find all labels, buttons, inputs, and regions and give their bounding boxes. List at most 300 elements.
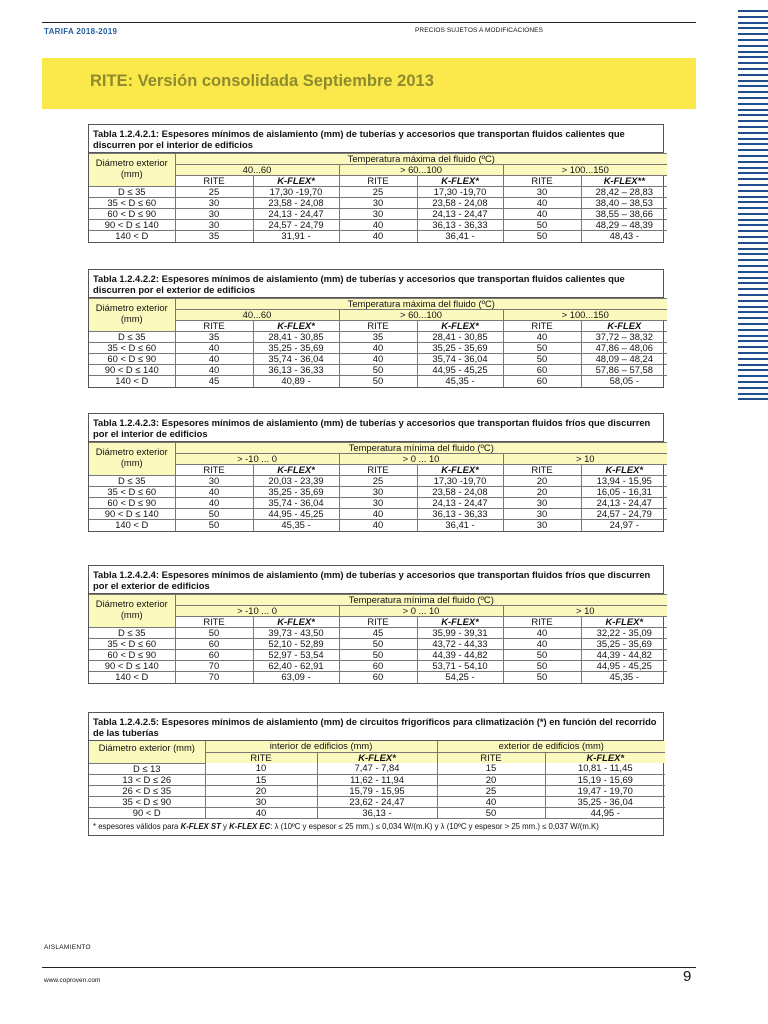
cell-value: 48,43 - [581,231,667,242]
stripe [738,207,768,209]
cell-value: 62,40 - 62,91 [253,661,339,672]
cell-value: 24,57 - 24,79 [581,509,667,520]
cell-value: 30 [503,498,581,509]
table-2 [88,269,664,388]
cell-value: 40 [175,498,253,509]
table-row [89,343,667,354]
range-header: > 0 ... 10 [339,454,503,465]
cell-value: 60 [339,672,417,683]
stripe [738,120,768,122]
table-4 [88,565,664,684]
stripe [738,114,768,116]
stripe [738,68,768,70]
stripe [738,271,768,273]
cell-value: 13,94 - 15,95 [581,476,667,487]
table-row [89,487,667,498]
cell-value: 35 [175,231,253,242]
cell-value: 38,55 – 38,66 [581,209,667,220]
stripe [738,248,768,250]
cell-value: 50 [503,661,581,672]
diameter-header: Diámetro exterior (mm) [89,741,205,763]
stripe [738,16,768,18]
stripe [738,143,768,145]
table-row [89,498,667,509]
cell-value: 40 [175,343,253,354]
row-diameter: 35 < D ≤ 60 [89,487,175,498]
cell-value: 60 [175,650,253,661]
cell-value: 30 [205,796,317,807]
table-caption: Tabla 1.2.4.2.1: Espesores mínimos de aislamiento (mm) de tuberías y accesorios que transportan fluidos calientes que discurren por el interior de edificios [89,125,663,153]
cell-value: 60 [503,376,581,387]
table-row [89,198,667,209]
stripe [738,282,768,284]
stripe [738,80,768,82]
cell-value: 37,72 – 38,32 [581,332,667,343]
cell-value: 15 [205,774,317,785]
stripe [738,97,768,99]
cell-value: 40 [339,343,417,354]
cell-value: 50 [503,672,581,683]
stripe [738,201,768,203]
stripe [738,22,768,24]
cell-value: 44,95 - 45,25 [417,365,503,376]
cell-value: 36,13 - 36,33 [417,220,503,231]
stripe [738,364,768,366]
cell-value: 50 [503,650,581,661]
cell-value: 28,42 – 28,83 [581,187,667,198]
cell-value: 30 [175,476,253,487]
cell-value: 50 [437,807,545,818]
cell-value: 44,39 - 44,82 [581,650,667,661]
cell-value: 20 [437,774,545,785]
stripe [738,236,768,238]
cell-value: 54,25 - [417,672,503,683]
stripe [738,62,768,64]
cell-value: 50 [339,650,417,661]
cell-value: 48,29 – 48,39 [581,220,667,231]
cell-value: 60 [339,661,417,672]
cell-value: 7,47 - 7,84 [317,763,437,774]
stripe [738,230,768,232]
group-header: exterior de edificios (mm) [437,741,665,752]
stripe [738,213,768,215]
sub-header: RITE [503,321,581,332]
cell-value: 35,25 - 35,69 [581,639,667,650]
note-product: K-FLEX ST [180,822,221,831]
cell-value: 40 [339,509,417,520]
cell-value: 40 [503,209,581,220]
cell-value: 43,72 - 44,33 [417,639,503,650]
row-diameter: 90 < D ≤ 140 [89,365,175,376]
stripe [738,91,768,93]
sub-header: RITE [503,617,581,628]
sub-header: RITE [503,176,581,187]
cell-value: 30 [175,198,253,209]
table-row [89,672,667,683]
cell-value: 40 [339,354,417,365]
cell-value: 20 [503,487,581,498]
table-row [89,354,667,365]
table-row [89,650,667,661]
table-row [89,639,667,650]
cell-value: 36,13 - 36,33 [417,509,503,520]
cell-value: 17,30 -19,70 [253,187,339,198]
range-header: > 60...100 [339,165,503,176]
sub-header: RITE [339,617,417,628]
sub-header: K-FLEX* [545,752,665,763]
row-diameter: D ≤ 35 [89,476,175,487]
cell-value: 40 [339,220,417,231]
table-row [89,376,667,387]
table-row [89,187,667,198]
cell-value: 35,74 - 36,04 [417,354,503,365]
cell-value: 15,19 - 15,69 [545,774,665,785]
row-diameter: 90 < D [89,807,205,818]
table-row [89,774,665,785]
cell-value: 70 [175,661,253,672]
sub-header: K-FLEX* [317,752,437,763]
cell-value: 30 [339,209,417,220]
table-row [89,476,667,487]
stripe [738,138,768,140]
table-row [89,628,667,639]
cell-value: 30 [339,198,417,209]
cell-value: 45 [339,628,417,639]
cell-value: 24,13 - 24,47 [253,209,339,220]
cell-value: 11,62 - 11,94 [317,774,437,785]
cell-value: 40 [437,796,545,807]
row-diameter: 90 < D ≤ 140 [89,220,175,231]
row-diameter: 60 < D ≤ 90 [89,650,175,661]
cell-value: 20 [503,476,581,487]
sub-header: RITE [503,465,581,476]
footer-website[interactable]: www.coproven.com [44,977,101,984]
range-header: > 100...150 [503,165,667,176]
table-caption: Tabla 1.2.4.2.2: Espesores mínimos de aislamiento (mm) de tuberías y accesorios que transportan fluidos calientes que discurren por el exterior de edificios [89,270,663,298]
cell-value: 24,13 - 24,47 [417,498,503,509]
range-header: > 10 [503,606,667,617]
stripe [738,149,768,151]
stripe [738,369,768,371]
cell-value: 44,39 - 44,82 [417,650,503,661]
stripe [738,172,768,174]
sub-header: RITE [437,752,545,763]
stripe [738,335,768,337]
stripe [738,184,768,186]
row-diameter: 35 < D ≤ 60 [89,639,175,650]
cell-value: 25 [339,187,417,198]
cell-value: 20,03 - 23,39 [253,476,339,487]
stripe [738,294,768,296]
row-diameter: D ≤ 35 [89,187,175,198]
cell-value: 35,74 - 36,04 [253,354,339,365]
stripe [738,393,768,395]
table-row [89,520,667,531]
cell-value: 10,81 - 11,45 [545,763,665,774]
cell-value: 60 [503,365,581,376]
sub-header: RITE [339,465,417,476]
cell-value: 20 [205,785,317,796]
cell-value: 50 [503,354,581,365]
stripe [738,56,768,58]
diameter-header: Diámetro exterior (mm) [89,443,175,476]
diameter-header: Diámetro exterior (mm) [89,595,175,628]
row-diameter: 140 < D [89,376,175,387]
stripe [738,253,768,255]
stripe [738,10,768,12]
row-diameter: 26 < D ≤ 35 [89,785,205,796]
cell-value: 30 [339,498,417,509]
cell-value: 36,13 - 36,33 [253,365,339,376]
sub-header: K-FLEX* [417,321,503,332]
range-header: > 100...150 [503,310,667,321]
cell-value: 52,97 - 53,54 [253,650,339,661]
table-caption: Tabla 1.2.4.2.4: Espesores mínimos de aislamiento (mm) de tuberías y accesorios que transportan fluidos fríos que discurren por el exterior de edificios [89,566,663,594]
temperature-header: Temperatura mínima del fluido (ºC) [175,595,667,606]
stripe [738,33,768,35]
cell-value: 50 [175,628,253,639]
row-diameter: 140 < D [89,231,175,242]
cell-value: 40,89 - [253,376,339,387]
cell-value: 70 [175,672,253,683]
temperature-header: Temperatura máxima del fluido (ºC) [175,154,667,165]
row-diameter: 13 < D ≤ 26 [89,774,205,785]
cell-value: 25 [175,187,253,198]
table-1 [88,124,664,243]
table-row [89,661,667,672]
cell-value: 30 [503,520,581,531]
stripe [738,126,768,128]
cell-value: 23,58 - 24,08 [253,198,339,209]
cell-value: 24,13 - 24,47 [581,498,667,509]
cell-value: 35,25 - 36,04 [545,796,665,807]
cell-value: 40 [175,487,253,498]
cell-value: 40 [175,365,253,376]
cell-value: 35,25 - 35,69 [253,343,339,354]
stripe [738,358,768,360]
cell-value: 28,41 - 30,85 [417,332,503,343]
table-caption: Tabla 1.2.4.2.3: Espesores mínimos de aislamiento (mm) de tuberías y accesorios que transportan fluidos fríos que discurren por el interior de edificios [89,414,663,442]
table-row [89,807,665,818]
range-header: > 10 [503,454,667,465]
header-precios: PRECIOS SUJETOS A MODIFICACIONES [415,27,544,34]
stripe [738,224,768,226]
row-diameter: 90 < D ≤ 140 [89,509,175,520]
stripe [738,178,768,180]
cell-value: 50 [339,365,417,376]
diameter-header: Diámetro exterior (mm) [89,299,175,332]
cell-value: 24,13 - 24,47 [417,209,503,220]
cell-value: 57,86 – 57,58 [581,365,667,376]
cell-value: 40 [503,332,581,343]
stripe [738,51,768,53]
stripe [738,381,768,383]
diameter-header: Diámetro exterior (mm) [89,154,175,187]
cell-value: 17,30 -19,70 [417,476,503,487]
stripe [738,155,768,157]
cell-value: 36,41 - [417,520,503,531]
row-diameter: 140 < D [89,672,175,683]
sub-header: K-FLEX* [417,617,503,628]
cell-value: 58,05 - [581,376,667,387]
stripe [738,306,768,308]
temperature-header: Temperatura máxima del fluido (ºC) [175,299,667,310]
sub-header: K-FLEX* [253,465,339,476]
cell-value: 35,74 - 36,04 [253,498,339,509]
stripe [738,45,768,47]
row-diameter: D ≤ 35 [89,332,175,343]
page-title: RITE: Versión consolidada Septiembre 2013 [90,72,434,90]
sub-header: RITE [339,176,417,187]
stripe [738,242,768,244]
stripe [738,74,768,76]
cell-value: 16,05 - 16,31 [581,487,667,498]
cell-value: 19,47 - 19,70 [545,785,665,796]
table-row [89,796,665,807]
cell-value: 30 [503,187,581,198]
stripe [738,27,768,29]
stripe [738,39,768,41]
stripe [738,346,768,348]
row-diameter: 35 < D ≤ 60 [89,198,175,209]
row-diameter: 35 < D ≤ 90 [89,796,205,807]
table-row [89,785,665,796]
note-text: * espesores válidos para [93,822,181,831]
cell-value: 53,71 - 54,10 [417,661,503,672]
temperature-header: Temperatura mínima del fluido (ºC) [175,443,667,454]
header-tarifa: TARIFA 2018-2019 [44,27,118,36]
stripe [738,300,768,302]
cell-value: 15 [437,763,545,774]
stripe [738,85,768,87]
cell-value: 39,73 - 43,50 [253,628,339,639]
table-note [89,818,663,835]
stripe [738,196,768,198]
sub-header: K-FLEX* [417,176,503,187]
footer-rule [42,967,696,968]
cell-value: 40 [175,354,253,365]
cell-value: 44,95 - 45,25 [253,509,339,520]
cell-value: 40 [503,198,581,209]
cell-value: 30 [503,509,581,520]
stripe [738,103,768,105]
range-header: 40...60 [175,310,339,321]
stripe [738,109,768,111]
stripe [738,352,768,354]
stripe [738,277,768,279]
stripe [738,398,768,400]
sub-header: K-FLEX* [417,465,503,476]
stripe [738,329,768,331]
cell-value: 23,58 - 24,08 [417,487,503,498]
cell-value: 17,30 -19,70 [417,187,503,198]
sub-header: RITE [175,176,253,187]
footer-section: AISLAMIENTO [44,944,91,951]
cell-value: 44,95 - [545,807,665,818]
page-number: 9 [683,968,692,985]
row-diameter: D ≤ 13 [89,763,205,774]
sub-header: RITE [175,465,253,476]
cell-value: 35 [339,332,417,343]
cell-value: 38,40 – 38,53 [581,198,667,209]
row-diameter: 35 < D ≤ 60 [89,343,175,354]
cell-value: 45,35 - [417,376,503,387]
cell-value: 45 [175,376,253,387]
row-diameter: D ≤ 35 [89,628,175,639]
table-row [89,220,667,231]
cell-value: 23,58 - 24,08 [417,198,503,209]
stripe [738,387,768,389]
sub-header: K-FLEX** [581,176,667,187]
row-diameter: 60 < D ≤ 90 [89,354,175,365]
cell-value: 23,62 - 24,47 [317,796,437,807]
cell-value: 35,25 - 35,69 [253,487,339,498]
sub-header: RITE [175,617,253,628]
note-product: K-FLEX EC [229,822,271,831]
sub-header: RITE [205,752,317,763]
cell-value: 50 [339,376,417,387]
cell-value: 45,35 - [253,520,339,531]
cell-value: 40 [339,231,417,242]
range-header: > -10 ... 0 [175,606,339,617]
cell-value: 25 [437,785,545,796]
sub-header: RITE [175,321,253,332]
cell-value: 36,13 - [317,807,437,818]
stripe [738,340,768,342]
row-diameter: 140 < D [89,520,175,531]
cell-value: 40 [503,639,581,650]
cell-value: 35,99 - 39,31 [417,628,503,639]
stripe [738,259,768,261]
cell-value: 40 [205,807,317,818]
decorative-stripes [738,10,768,404]
sub-header: K-FLEX* [253,321,339,332]
cell-value: 30 [339,487,417,498]
range-header: 40...60 [175,165,339,176]
stripe [738,167,768,169]
cell-value: 32,22 - 35,09 [581,628,667,639]
cell-value: 10 [205,763,317,774]
table-5 [88,712,664,836]
cell-value: 25 [339,476,417,487]
sub-header: RITE [339,321,417,332]
cell-value: 35,25 - 35,69 [417,343,503,354]
cell-value: 50 [175,520,253,531]
sub-header: K-FLEX* [581,617,667,628]
stripe [738,265,768,267]
sub-header: K-FLEX* [581,465,667,476]
cell-value: 47,86 – 48,06 [581,343,667,354]
cell-value: 50 [503,231,581,242]
sub-header: K-FLEX* [253,176,339,187]
cell-value: 31,91 - [253,231,339,242]
stripe [738,288,768,290]
stripe [738,375,768,377]
table-row [89,209,667,220]
header-rule [42,22,696,23]
table-row [89,231,667,242]
cell-value: 50 [175,509,253,520]
cell-value: 40 [339,520,417,531]
range-header: > -10 ... 0 [175,454,339,465]
cell-value: 15,79 - 15,95 [317,785,437,796]
sub-header: K-FLEX* [253,617,339,628]
table-row [89,332,667,343]
note-text: y [220,822,230,831]
range-header: > 60...100 [339,310,503,321]
cell-value: 30 [175,220,253,231]
title-banner [42,58,696,109]
